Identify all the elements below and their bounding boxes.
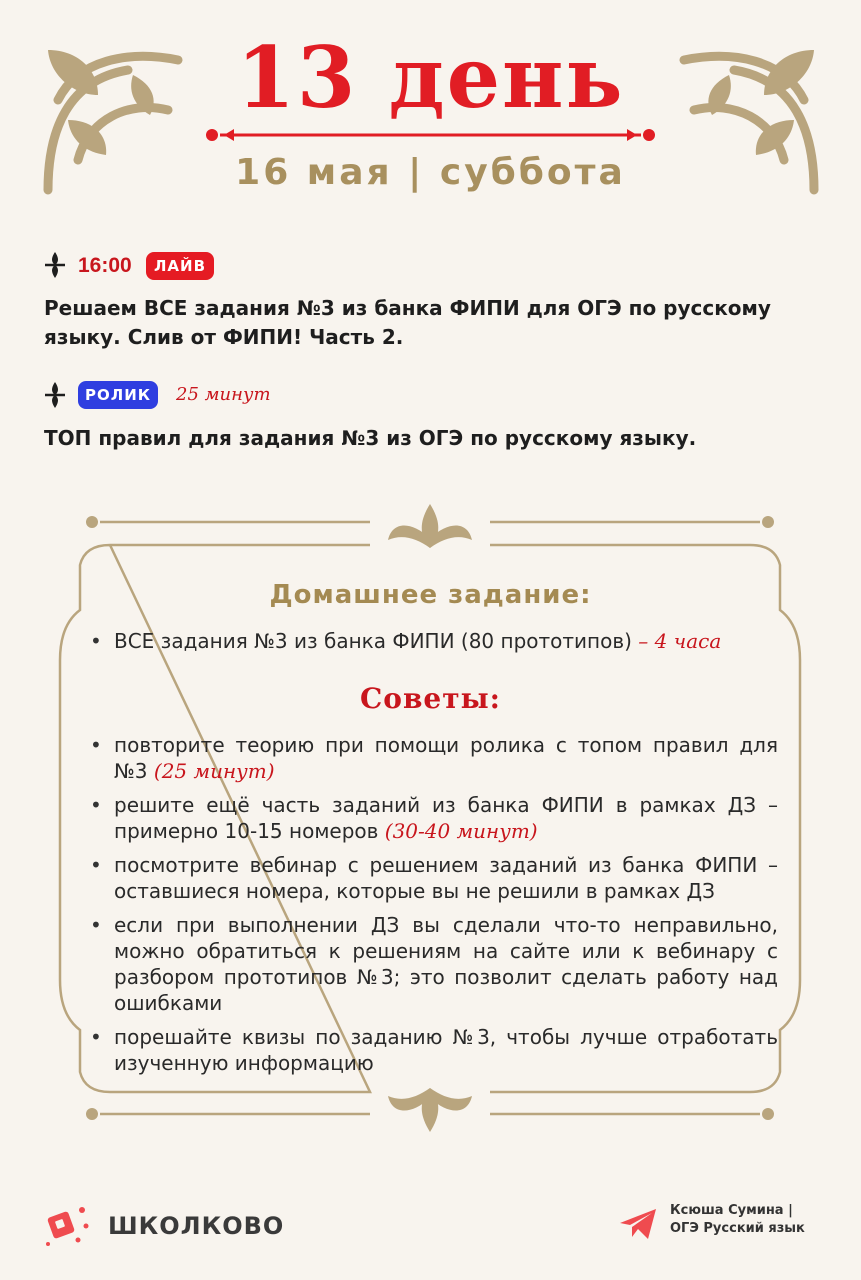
event-description: Решаем ВСЕ задания №3 из банка ФИПИ для ОГЭ по русскому языку. Слив от ФИПИ! Часть 2. [44,296,771,349]
day-title: 13 день [236,28,625,127]
list-item: • если при выполнении ДЗ вы сделали что-то неправильно, можно обратиться к решениям на сайте или к вебинару с разбором прототипов №3; это позволит сделать работу над ошибками [88,912,778,1016]
author-subject: ОГЭ Русский язык [670,1221,805,1236]
video-duration: 25 минут [176,384,271,405]
telegram-icon[interactable] [618,1207,658,1241]
live-badge: ЛАЙВ [146,252,214,280]
homework-heading: Домашнее задание: [269,580,592,610]
author-name: Ксюша Сумина | [670,1203,793,1218]
shkolkovo-logo-icon [42,1200,94,1252]
tips-heading: Советы: [360,682,501,715]
ornament-bullet-icon [44,380,66,410]
list-item: • решите ещё часть заданий из банка ФИПИ в рамках ДЗ – примерно 10-15 номеров (30-40 минут) [88,792,778,844]
list-item: • ВСЕ задания №3 из банка ФИПИ (80 прототипов) – 4 часа [88,628,778,654]
list-item: • порешайте квизы по заданию №3, чтобы лучше отработать изученную информацию [88,1024,778,1076]
date-subtitle: 16 мая | суббота [235,152,626,193]
brand-name: ШКОЛКОВО [108,1212,285,1240]
event-time: 16:00 [78,254,132,277]
author-credit [670,1202,805,1238]
title-divider-icon [200,124,661,146]
tips-list [88,732,778,1084]
homework-list [88,628,778,662]
ornament-bullet-icon [44,250,66,280]
list-item: • посмотрите вебинар с решением заданий из банка ФИПИ – оставшиеся номера, которые вы не решили в рамках ДЗ [88,852,778,904]
list-item: • повторите теорию при помощи ролика с топом правил для №3 (25 минут) [88,732,778,784]
event-description: ТОП правил для задания №3 из ОГЭ по русскому языку. [44,426,697,450]
video-badge: РОЛИК [78,381,158,409]
